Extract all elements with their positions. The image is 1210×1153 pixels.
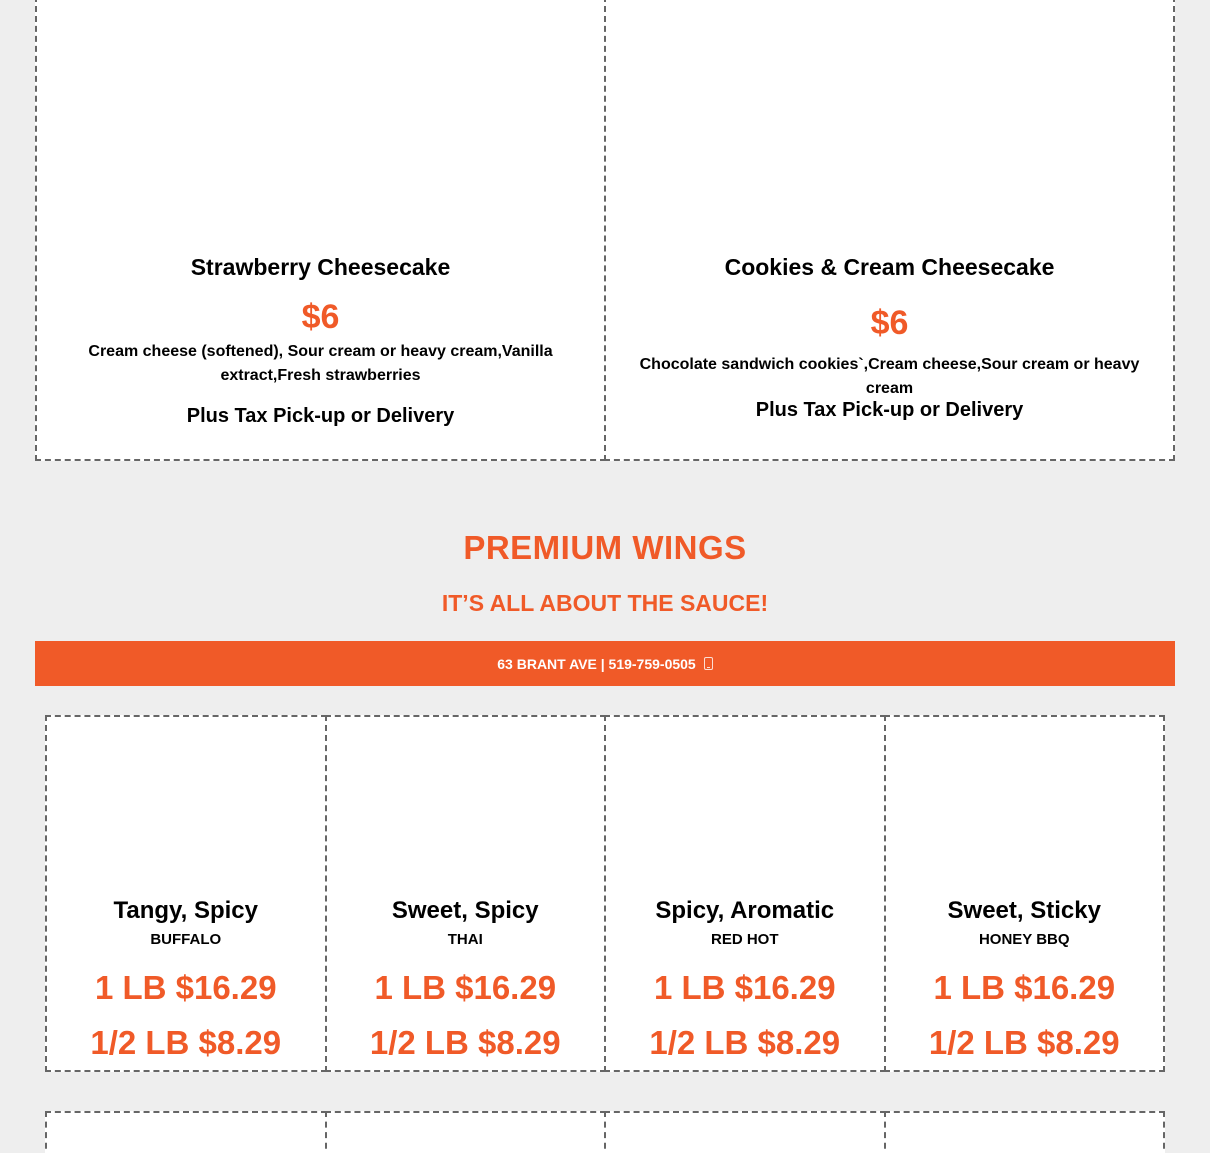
wing-price-half: 1/2 LB $8.29 <box>90 1024 282 1061</box>
wing-flavor: Sweet, Spicy <box>391 897 539 924</box>
dessert-card-cookies-cream-cheesecake <box>604 0 1175 461</box>
wing-flavor: Spicy, Aromatic <box>655 897 835 924</box>
wing-flavor: Tangy, Spicy <box>113 897 258 924</box>
dessert-price: $6 <box>870 304 909 342</box>
address-phone-text[interactable]: 63 BRANT AVE | 519-759-0505 <box>497 655 696 672</box>
wing-price-half: 1/2 LB $8.29 <box>928 1024 1120 1061</box>
wing-flavor: Sweet, Sticky <box>947 897 1101 924</box>
dessert-note: Plus Tax Pick-up or Delivery <box>186 405 455 427</box>
phone-icon <box>704 657 713 670</box>
wing-price-half: 1/2 LB $8.29 <box>649 1024 841 1061</box>
dessert-row <box>35 0 1175 461</box>
address-phone-bar[interactable] <box>35 641 1175 686</box>
wing-card-buffalo <box>45 715 327 1072</box>
section-title: PREMIUM WINGS <box>463 529 747 566</box>
wing-name: HONEY BBQ <box>978 931 1070 948</box>
wing-card-thai <box>325 715 607 1072</box>
wing-price-full: 1 LB $16.29 <box>94 969 277 1006</box>
wing-price-full: 1 LB $16.29 <box>653 969 836 1006</box>
wings-row <box>45 715 1165 1072</box>
dessert-description: Chocolate sandwich cookies`,Cream cheese,Sour cream or heavy cream <box>639 356 1140 397</box>
dessert-note: Plus Tax Pick-up or Delivery <box>755 399 1024 421</box>
wing-name: THAI <box>447 931 483 948</box>
wing-price-full: 1 LB $16.29 <box>374 969 557 1006</box>
dessert-name: Strawberry Cheesecake <box>190 254 451 280</box>
wing-name: BUFFALO <box>150 931 222 948</box>
wings-row-next <box>45 1111 1165 1153</box>
dessert-price: $6 <box>301 298 340 336</box>
wing-name: RED HOT <box>711 931 779 948</box>
wing-card-honey-bbq <box>884 715 1166 1072</box>
wing-card <box>604 1111 886 1153</box>
wing-card <box>884 1111 1166 1153</box>
wing-card <box>325 1111 607 1153</box>
section-subtitle: IT’S ALL ABOUT THE SAUCE! <box>441 590 769 616</box>
dessert-description: Cream cheese (softened), Sour cream or heavy cream,Vanilla extract,Fresh strawberries <box>88 343 553 384</box>
dessert-card-strawberry-cheesecake <box>35 0 606 461</box>
wing-card <box>45 1111 327 1153</box>
dessert-name: Cookies & Cream Cheesecake <box>724 254 1055 280</box>
wing-card-red-hot <box>604 715 886 1072</box>
wing-price-full: 1 LB $16.29 <box>933 969 1116 1006</box>
wing-price-half: 1/2 LB $8.29 <box>369 1024 561 1061</box>
